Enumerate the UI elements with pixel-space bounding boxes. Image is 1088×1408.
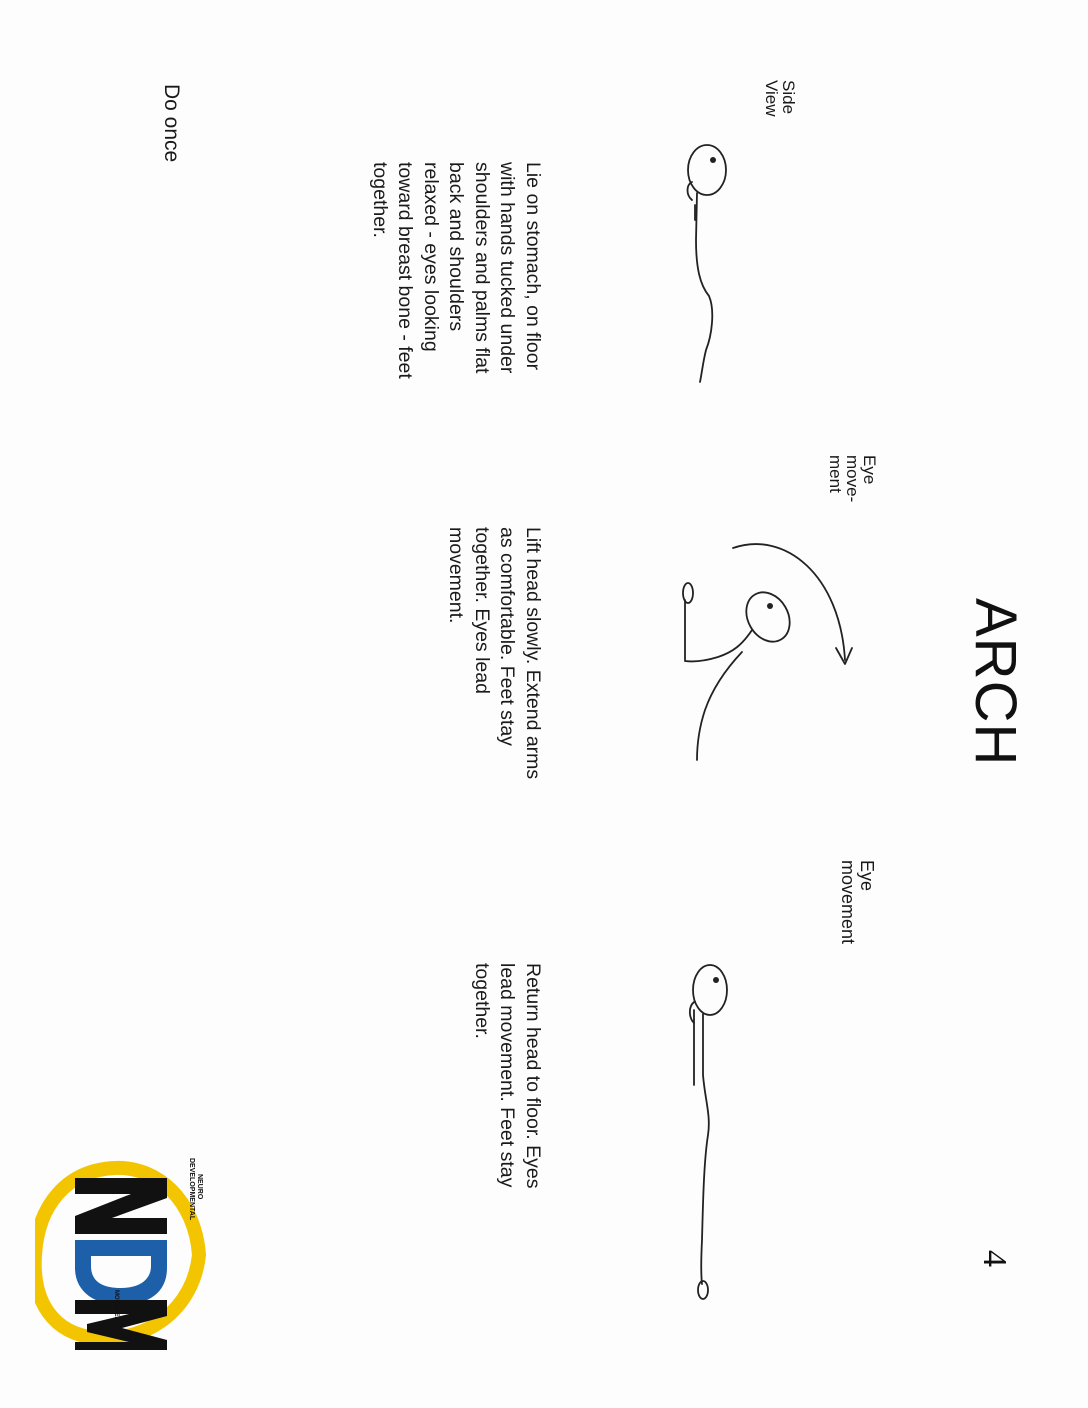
page-title: ARCH [963,598,1028,767]
step3-label: Eye movement [838,860,877,945]
step1-description: Lie on stomach, on floor with hands tucked under shoulders and palms flat back and shoulders relaxed - eyes looking toward breast bone - feet together. [369,162,544,379]
step3-description: Return head to floor. Eyes lead movement. Feet stay together. [471,963,544,1189]
step2-description: Lift head slowly. Extend arms as comfortable. Feet stay together. Eyes lead movement. [445,527,544,780]
figure-head-returned [690,965,727,1299]
do-once-note: Do once [160,84,183,163]
figure-lying-flat [688,145,727,382]
ndm-logo [35,1160,207,1350]
page-number: 4 [976,1250,1013,1267]
step1-label: Side View [762,80,798,117]
figure-head-lifted [683,544,852,760]
logo-text-movement: MOVEMENT [113,1290,119,1325]
logo-text-neuro: NEURO [196,1174,203,1200]
logo-text-developmental: DEVELOPMENTAL [188,1158,195,1221]
step2-label: Eye move- ment [826,455,879,503]
